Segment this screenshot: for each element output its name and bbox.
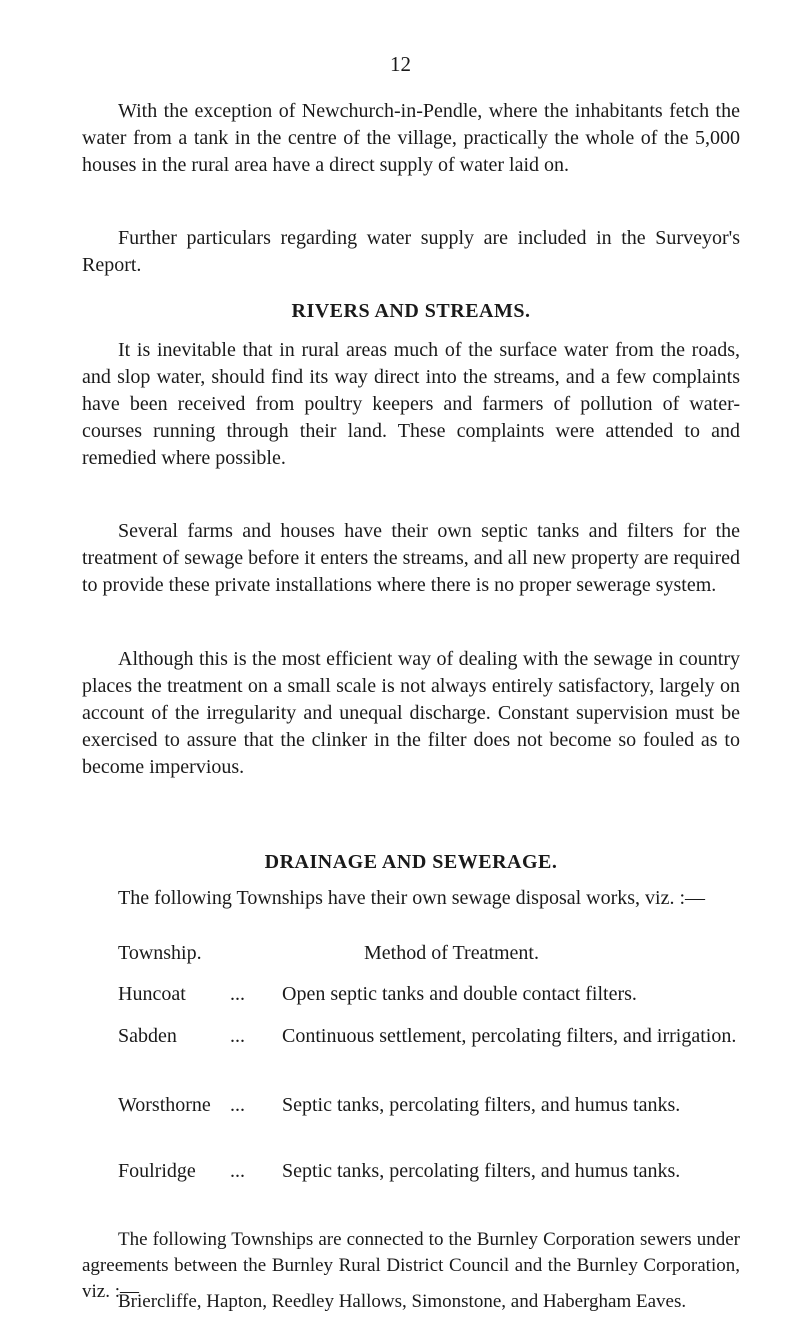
- township-name: Huncoat: [118, 983, 186, 1005]
- township-name: Worsthorne: [118, 1094, 211, 1116]
- drainage-heading: DRAINAGE AND SEWERAGE.: [264, 851, 558, 873]
- page-number: 12: [390, 52, 411, 76]
- dot-leader: ...: [230, 983, 245, 1005]
- drainage-paragraph-1: The following Townships have their own sewage disposal works, viz. :—: [118, 887, 706, 909]
- treatment-method: Open septic tanks and double contact filters.: [282, 983, 637, 1005]
- township-name: Foulridge: [118, 1160, 196, 1182]
- column-header-township: Township.: [118, 942, 202, 964]
- water-paragraph-2: Further particulars regarding water supply are included in the Surveyor's Report.: [82, 227, 740, 276]
- rivers-paragraph-1: It is inevitable that in rural areas much of the surface water from the roads, and slop water, should find its way direct into the streams, and a few complaints have been received from poultry keepers and farmers of pollution of water-courses running through their land. These complaints were attended to and remedied where possible.: [82, 339, 740, 469]
- dot-leader: ...: [230, 1160, 245, 1182]
- drainage-paragraph-2: The following Townships are connected to the Burnley Corporation sewers under agreements between the Burnley Rural District Council and the Burnley Corporation, viz. :—: [82, 1229, 740, 1302]
- township-name: Sabden: [118, 1025, 177, 1047]
- dot-leader: ...: [230, 1094, 245, 1116]
- water-paragraph-1: With the exception of Newchurch-in-Pendle, where the inhabitants fetch the water from a tank in the centre of the village, practically the whole of the 5,000 houses in the rural area have a direct supply of water laid on.: [82, 100, 740, 176]
- rivers-heading: RIVERS AND STREAMS.: [291, 300, 531, 322]
- treatment-method: Septic tanks, percolating filters, and humus tanks.: [282, 1094, 681, 1116]
- column-header-method: Method of Treatment.: [364, 942, 539, 964]
- rivers-paragraph-3: Although this is the most efficient way of dealing with the sewage in country places the treatment on a small scale is not always entirely satisfactory, largely on account of the irregularity and unequal discharge. Constant supervision must be exercised to assure that the clinker in the filter does not become so fouled as to become impervious.: [82, 648, 740, 778]
- treatment-method: Continuous settlement, percolating filters, and irrigation.: [282, 1025, 737, 1047]
- treatment-method: Septic tanks, percolating filters, and humus tanks.: [282, 1160, 681, 1182]
- rivers-paragraph-2: Several farms and houses have their own septic tanks and filters for the treatment of sewage before it enters the streams, and all new property are required to provide these private installations where there is no proper sewerage system.: [82, 520, 740, 596]
- dot-leader: ...: [230, 1025, 245, 1047]
- drainage-paragraph-3: Briercliffe, Hapton, Reedley Hallows, Simonstone, and Habergham Eaves.: [118, 1291, 687, 1312]
